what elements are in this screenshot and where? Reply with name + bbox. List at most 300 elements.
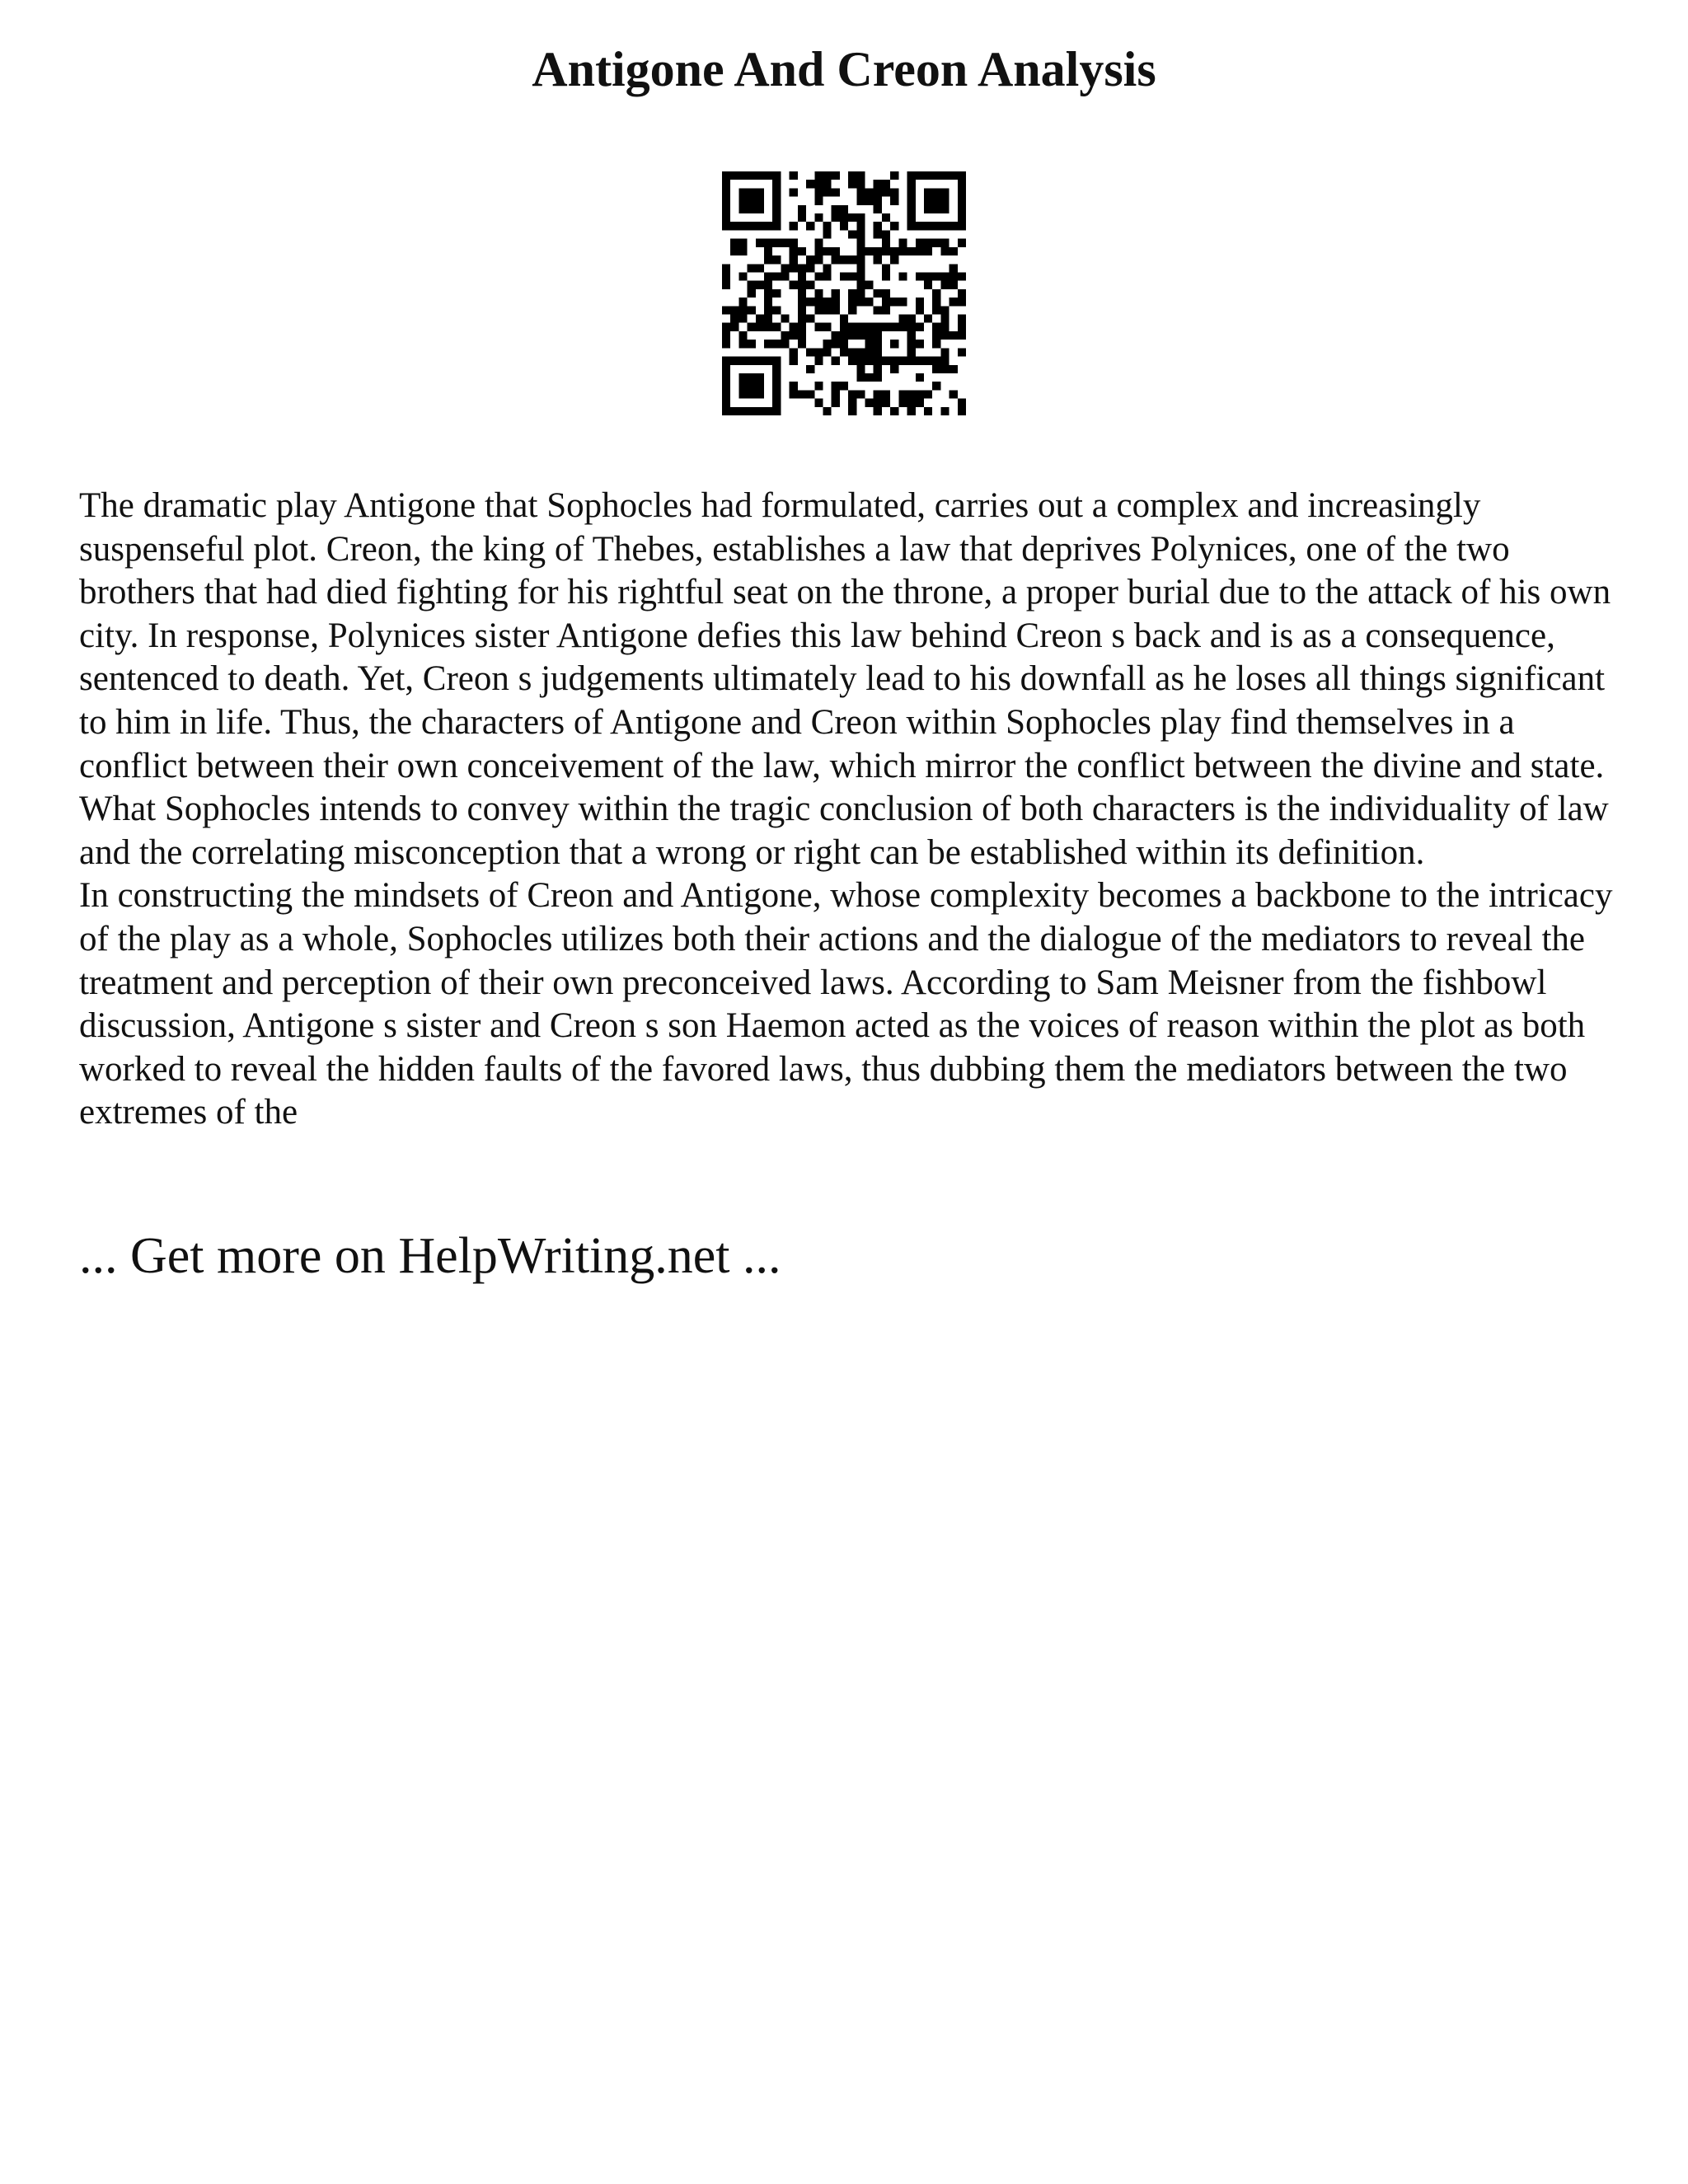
qr-module bbox=[798, 390, 806, 398]
qr-module bbox=[907, 315, 916, 323]
qr-module bbox=[722, 340, 730, 348]
qr-module bbox=[958, 188, 966, 196]
qr-module bbox=[798, 323, 806, 331]
qr-module bbox=[950, 390, 958, 398]
qr-module bbox=[907, 213, 916, 222]
qr-module bbox=[940, 407, 949, 415]
qr-module bbox=[916, 306, 924, 314]
qr-module bbox=[840, 205, 848, 213]
qr-module bbox=[772, 239, 781, 247]
qr-module bbox=[958, 205, 966, 213]
qr-module bbox=[756, 315, 764, 323]
qr-module bbox=[790, 264, 798, 272]
qr-module bbox=[738, 382, 747, 390]
qr-module bbox=[764, 357, 772, 365]
qr-module bbox=[958, 407, 966, 415]
qr-module bbox=[856, 213, 865, 222]
qr-module bbox=[874, 348, 882, 356]
qr-module bbox=[856, 230, 865, 238]
qr-module bbox=[916, 247, 924, 255]
qr-module bbox=[924, 197, 932, 205]
qr-module bbox=[832, 340, 840, 348]
qr-module bbox=[924, 239, 932, 247]
qr-module bbox=[722, 222, 730, 230]
qr-module bbox=[856, 247, 865, 255]
qr-module bbox=[832, 382, 840, 390]
qr-module bbox=[890, 407, 898, 415]
qr-module bbox=[840, 315, 848, 323]
qr-module bbox=[790, 382, 798, 390]
qr-module bbox=[874, 222, 882, 230]
qr-module bbox=[898, 399, 907, 407]
qr-module bbox=[756, 382, 764, 390]
qr-module bbox=[907, 357, 916, 365]
qr-module bbox=[722, 213, 730, 222]
qr-module bbox=[932, 239, 940, 247]
qr-module bbox=[940, 222, 949, 230]
qr-module bbox=[823, 407, 831, 415]
qr-module bbox=[932, 205, 940, 213]
qr-module bbox=[924, 188, 932, 196]
qr-module bbox=[722, 357, 730, 365]
qr-module bbox=[748, 340, 756, 348]
qr-module bbox=[916, 239, 924, 247]
qr-module bbox=[916, 340, 924, 348]
qr-module bbox=[950, 222, 958, 230]
qr-module bbox=[722, 399, 730, 407]
qr-module bbox=[848, 289, 856, 298]
qr-module bbox=[748, 323, 756, 331]
qr-module bbox=[781, 315, 789, 323]
qr-module bbox=[856, 180, 865, 188]
qr-module bbox=[932, 289, 940, 298]
qr-module bbox=[848, 298, 856, 306]
qr-module bbox=[890, 171, 898, 180]
qr-module bbox=[722, 180, 730, 188]
qr-module bbox=[832, 188, 840, 196]
qr-module bbox=[848, 213, 856, 222]
qr-module bbox=[865, 197, 874, 205]
qr-module bbox=[874, 205, 882, 213]
qr-module bbox=[798, 289, 806, 298]
qr-module bbox=[814, 323, 823, 331]
qr-module bbox=[806, 255, 814, 264]
qr-module bbox=[790, 222, 798, 230]
qr-module bbox=[748, 407, 756, 415]
qr-module bbox=[748, 205, 756, 213]
qr-module bbox=[738, 197, 747, 205]
qr-module bbox=[764, 222, 772, 230]
qr-module bbox=[814, 188, 823, 196]
qr-module bbox=[772, 340, 781, 348]
qr-module bbox=[772, 213, 781, 222]
qr-module bbox=[932, 340, 940, 348]
qr-module bbox=[738, 407, 747, 415]
qr-module bbox=[874, 230, 882, 238]
qr-module bbox=[790, 255, 798, 264]
qr-module bbox=[940, 323, 949, 331]
qr-module bbox=[840, 323, 848, 331]
qr-module bbox=[772, 197, 781, 205]
qr-module bbox=[730, 357, 738, 365]
qr-module bbox=[924, 390, 932, 398]
qr-module bbox=[874, 407, 882, 415]
qr-module bbox=[832, 357, 840, 365]
qr-module bbox=[916, 373, 924, 382]
qr-module bbox=[882, 323, 890, 331]
qr-module bbox=[898, 323, 907, 331]
qr-module bbox=[856, 373, 865, 382]
qr-module bbox=[764, 255, 772, 264]
qr-module bbox=[764, 340, 772, 348]
qr-module bbox=[738, 357, 747, 365]
qr-module bbox=[814, 239, 823, 247]
qr-module bbox=[730, 323, 738, 331]
qr-module bbox=[772, 272, 781, 280]
qr-module bbox=[924, 205, 932, 213]
qr-module bbox=[814, 255, 823, 264]
qr-module bbox=[748, 222, 756, 230]
qr-module bbox=[958, 197, 966, 205]
qr-module bbox=[840, 213, 848, 222]
qr-module bbox=[907, 407, 916, 415]
qr-module bbox=[772, 255, 781, 264]
qr-module bbox=[865, 298, 874, 306]
qr-module bbox=[756, 323, 764, 331]
qr-module bbox=[748, 289, 756, 298]
qr-module bbox=[958, 315, 966, 323]
qr-module bbox=[814, 180, 823, 188]
qr-module bbox=[832, 213, 840, 222]
qr-module bbox=[730, 239, 738, 247]
qr-module bbox=[756, 357, 764, 365]
qr-module bbox=[932, 222, 940, 230]
qr-module bbox=[924, 222, 932, 230]
qr-module bbox=[916, 298, 924, 306]
qr-module bbox=[874, 331, 882, 340]
qr-module bbox=[898, 247, 907, 255]
qr-module bbox=[865, 373, 874, 382]
qr-module bbox=[756, 239, 764, 247]
qr-module bbox=[814, 399, 823, 407]
qr-module bbox=[932, 171, 940, 180]
qr-module bbox=[790, 239, 798, 247]
qr-module bbox=[874, 255, 882, 264]
qr-module bbox=[756, 373, 764, 382]
qr-module bbox=[882, 247, 890, 255]
qr-module bbox=[940, 306, 949, 314]
qr-module bbox=[738, 331, 747, 340]
qr-module bbox=[798, 264, 806, 272]
qr-module bbox=[806, 281, 814, 289]
qr-module bbox=[814, 272, 823, 280]
qr-module bbox=[756, 264, 764, 272]
qr-module bbox=[832, 289, 840, 298]
qr-module bbox=[874, 323, 882, 331]
qr-module bbox=[916, 171, 924, 180]
qr-module bbox=[958, 171, 966, 180]
qr-module bbox=[950, 365, 958, 373]
qr-module bbox=[790, 323, 798, 331]
qr-module bbox=[806, 180, 814, 188]
qr-module bbox=[748, 390, 756, 398]
qr-module bbox=[898, 298, 907, 306]
qr-module bbox=[832, 247, 840, 255]
qr-module bbox=[764, 239, 772, 247]
qr-module bbox=[940, 348, 949, 356]
qr-module bbox=[924, 281, 932, 289]
qr-module bbox=[890, 247, 898, 255]
qr-module bbox=[772, 382, 781, 390]
qr-module bbox=[738, 298, 747, 306]
qr-module bbox=[882, 306, 890, 314]
qr-module bbox=[856, 357, 865, 365]
qr-module bbox=[756, 281, 764, 289]
qr-module bbox=[882, 289, 890, 298]
qr-module bbox=[932, 357, 940, 365]
qr-module bbox=[890, 222, 898, 230]
qr-module bbox=[806, 348, 814, 356]
qr-module bbox=[882, 230, 890, 238]
qr-module bbox=[856, 255, 865, 264]
qr-module bbox=[772, 222, 781, 230]
qr-module bbox=[848, 306, 856, 314]
qr-module bbox=[958, 213, 966, 222]
qr-module bbox=[950, 247, 958, 255]
qr-module bbox=[882, 188, 890, 196]
body-text bbox=[79, 485, 1629, 1135]
qr-module bbox=[814, 357, 823, 365]
qr-module bbox=[874, 180, 882, 188]
qr-module bbox=[848, 407, 856, 415]
qr-module bbox=[940, 247, 949, 255]
qr-module bbox=[748, 373, 756, 382]
qr-module bbox=[748, 197, 756, 205]
qr-module bbox=[865, 340, 874, 348]
qr-module bbox=[814, 298, 823, 306]
qr-module bbox=[722, 197, 730, 205]
qr-module bbox=[874, 399, 882, 407]
qr-code-icon bbox=[722, 171, 966, 415]
qr-module bbox=[772, 373, 781, 382]
qr-module bbox=[916, 390, 924, 398]
qr-module bbox=[722, 373, 730, 382]
qr-module bbox=[738, 222, 747, 230]
qr-module bbox=[865, 331, 874, 340]
qr-module bbox=[756, 407, 764, 415]
qr-module bbox=[748, 264, 756, 272]
qr-module bbox=[722, 382, 730, 390]
qr-module bbox=[814, 213, 823, 222]
qr-module bbox=[958, 348, 966, 356]
qr-module bbox=[772, 399, 781, 407]
qr-module bbox=[874, 247, 882, 255]
qr-module bbox=[916, 323, 924, 331]
qr-module bbox=[806, 222, 814, 230]
qr-module bbox=[940, 188, 949, 196]
qr-module bbox=[806, 315, 814, 323]
qr-module bbox=[738, 247, 747, 255]
qr-module bbox=[790, 188, 798, 196]
qr-module bbox=[932, 382, 940, 390]
qr-module bbox=[950, 171, 958, 180]
qr-module bbox=[907, 323, 916, 331]
qr-module bbox=[832, 390, 840, 398]
qr-module bbox=[756, 171, 764, 180]
qr-module bbox=[865, 188, 874, 196]
qr-module bbox=[924, 315, 932, 323]
qr-module bbox=[916, 399, 924, 407]
qr-module bbox=[832, 298, 840, 306]
qr-module bbox=[898, 272, 907, 280]
qr-module bbox=[874, 357, 882, 365]
qr-module bbox=[722, 331, 730, 340]
qr-module bbox=[950, 298, 958, 306]
qr-module bbox=[856, 239, 865, 247]
qr-module bbox=[756, 222, 764, 230]
qr-module bbox=[950, 331, 958, 340]
qr-module bbox=[806, 264, 814, 272]
qr-module bbox=[874, 373, 882, 382]
qr-module bbox=[907, 399, 916, 407]
qr-module bbox=[950, 281, 958, 289]
qr-module bbox=[756, 390, 764, 398]
qr-module bbox=[730, 171, 738, 180]
qr-module bbox=[924, 171, 932, 180]
qr-module bbox=[916, 272, 924, 280]
qr-module bbox=[848, 357, 856, 365]
qr-module bbox=[738, 272, 747, 280]
qr-module bbox=[772, 365, 781, 373]
qr-module bbox=[950, 272, 958, 280]
qr-module bbox=[764, 315, 772, 323]
qr-module bbox=[823, 264, 831, 272]
qr-module bbox=[764, 171, 772, 180]
qr-module bbox=[798, 247, 806, 255]
qr-module bbox=[874, 197, 882, 205]
qr-module bbox=[840, 382, 848, 390]
qr-module bbox=[814, 382, 823, 390]
qr-module bbox=[856, 272, 865, 280]
qr-module bbox=[898, 315, 907, 323]
qr-module bbox=[907, 180, 916, 188]
get-more-link[interactable]: ... Get more on HelpWriting.net ... bbox=[79, 1228, 781, 1284]
qr-module bbox=[764, 306, 772, 314]
qr-module bbox=[958, 331, 966, 340]
qr-module bbox=[772, 323, 781, 331]
qr-module bbox=[940, 331, 949, 340]
qr-module bbox=[722, 188, 730, 196]
qr-module bbox=[806, 298, 814, 306]
qr-module bbox=[790, 171, 798, 180]
qr-module bbox=[890, 255, 898, 264]
qr-module bbox=[848, 230, 856, 238]
qr-module bbox=[907, 340, 916, 348]
qr-module bbox=[958, 239, 966, 247]
qr-code-graphic bbox=[722, 171, 966, 415]
qr-module bbox=[907, 171, 916, 180]
qr-module bbox=[865, 323, 874, 331]
qr-module bbox=[907, 331, 916, 340]
qr-module bbox=[940, 171, 949, 180]
qr-module bbox=[907, 188, 916, 196]
qr-module bbox=[730, 315, 738, 323]
qr-module bbox=[882, 399, 890, 407]
qr-module bbox=[924, 407, 932, 415]
qr-module bbox=[874, 390, 882, 398]
qr-module bbox=[738, 373, 747, 382]
qr-module bbox=[790, 281, 798, 289]
qr-module bbox=[848, 323, 856, 331]
qr-module bbox=[848, 331, 856, 340]
qr-module bbox=[738, 340, 747, 348]
qr-module bbox=[856, 171, 865, 180]
qr-module bbox=[856, 289, 865, 298]
paragraph-1: The dramatic play Antigone that Sophocles had formulated, carries out a complex and increasingly suspenseful plot. Creon, the king of Thebes, establishes a law that deprives Polynices, one of the two brothers that had died fighting for his rightful seat on the throne, a proper burial due to the attack of his own city. In response, Polynices sister Antigone defies this law behind Creon s back and is as a consequence, sentenced to death. Yet, Creon s judgements ultimately lead to his downfall as he loses all things significant to him in life. Thus, the characters of Antigone and Creon within Sophocles play find themselves in a conflict between their own conceivement of the law, which mirror the conflict between the divine and state. What Sophocles intends to convey within the tragic conclusion of both characters is the individuality of law and the correlating misconception that a wrong or right can be established within its definition. bbox=[79, 486, 1611, 872]
qr-module bbox=[722, 323, 730, 331]
qr-module bbox=[932, 306, 940, 314]
qr-module bbox=[764, 247, 772, 255]
qr-module bbox=[814, 171, 823, 180]
qr-module bbox=[764, 298, 772, 306]
qr-module bbox=[932, 331, 940, 340]
qr-module bbox=[848, 348, 856, 356]
qr-module bbox=[865, 357, 874, 365]
qr-module bbox=[823, 306, 831, 314]
qr-module bbox=[890, 357, 898, 365]
qr-module bbox=[748, 188, 756, 196]
qr-module bbox=[823, 272, 831, 280]
qr-module bbox=[882, 264, 890, 272]
qr-module bbox=[781, 340, 789, 348]
qr-module bbox=[798, 213, 806, 222]
qr-module bbox=[840, 222, 848, 230]
qr-module bbox=[764, 323, 772, 331]
qr-module bbox=[756, 197, 764, 205]
qr-module bbox=[756, 205, 764, 213]
qr-module bbox=[916, 357, 924, 365]
qr-module bbox=[856, 365, 865, 373]
qr-module bbox=[832, 205, 840, 213]
qr-module bbox=[806, 365, 814, 373]
qr-module bbox=[932, 272, 940, 280]
qr-module bbox=[898, 357, 907, 365]
qr-module bbox=[940, 272, 949, 280]
qr-module bbox=[772, 289, 781, 298]
qr-module bbox=[907, 205, 916, 213]
qr-module bbox=[856, 264, 865, 272]
qr-module bbox=[882, 390, 890, 398]
qr-module bbox=[856, 281, 865, 289]
qr-module bbox=[856, 323, 865, 331]
qr-module bbox=[907, 197, 916, 205]
qr-module bbox=[865, 281, 874, 289]
qr-module bbox=[932, 365, 940, 373]
qr-module bbox=[781, 239, 789, 247]
qr-module bbox=[748, 306, 756, 314]
qr-module bbox=[748, 281, 756, 289]
qr-module bbox=[823, 230, 831, 238]
qr-module bbox=[814, 197, 823, 205]
qr-module bbox=[798, 298, 806, 306]
qr-module bbox=[848, 171, 856, 180]
qr-module bbox=[798, 331, 806, 340]
qr-module bbox=[890, 197, 898, 205]
qr-module bbox=[832, 331, 840, 340]
qr-module bbox=[798, 340, 806, 348]
qr-module bbox=[823, 188, 831, 196]
qr-module bbox=[722, 272, 730, 280]
